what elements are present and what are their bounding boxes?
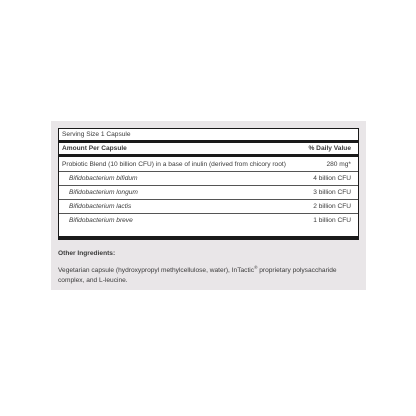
strain-name: Bifidobacterium bifidum: [69, 175, 138, 182]
divider-thick: [59, 154, 358, 157]
strain-amount: 3 billion CFU: [313, 189, 351, 196]
other-ingredients: [58, 249, 359, 286]
serving-size: Serving Size 1 Capsule: [62, 131, 131, 138]
blend-name: Probiotic Blend (10 billion CFU) in a base of inulin (derived from chicory root): [62, 161, 286, 168]
supplement-facts-table: [58, 128, 359, 240]
strain-amount: 4 billion CFU: [313, 175, 351, 182]
other-ingredients-text-part: proprietary polysaccharide complex, and L-leucine.: [58, 267, 337, 285]
strain-name: Bifidobacterium longum: [69, 189, 138, 196]
table-row: [59, 173, 358, 184]
table-header: [59, 143, 358, 154]
strain-name: Bifidobacterium breve: [69, 217, 133, 224]
amount-per-capsule-label: Amount Per Capsule: [62, 145, 127, 152]
divider: [59, 213, 358, 214]
divider: [59, 185, 358, 186]
daily-value-label: % Daily Value: [308, 145, 351, 152]
divider: [59, 199, 358, 200]
table-row-blend: [59, 159, 358, 170]
table-row: [59, 187, 358, 198]
strain-amount: 1 billion CFU: [313, 217, 351, 224]
table-row: [59, 215, 358, 226]
other-ingredients-title: Other Ingredients:: [58, 250, 116, 257]
registered-mark: ®: [254, 265, 258, 270]
other-ingredients-text: [58, 263, 359, 286]
strain-amount: 2 billion CFU: [313, 203, 351, 210]
table-row: [59, 201, 358, 212]
supplement-facts-panel: [51, 121, 366, 290]
divider-thick: [59, 236, 358, 239]
other-ingredients-text-part: Vegetarian capsule (hydroxypropyl methylcellulose, water), InTactic: [58, 267, 255, 275]
blend-amount: 280 mg*: [326, 161, 351, 168]
divider: [59, 171, 358, 172]
strain-name: Bifidobacterium lactis: [69, 203, 132, 210]
